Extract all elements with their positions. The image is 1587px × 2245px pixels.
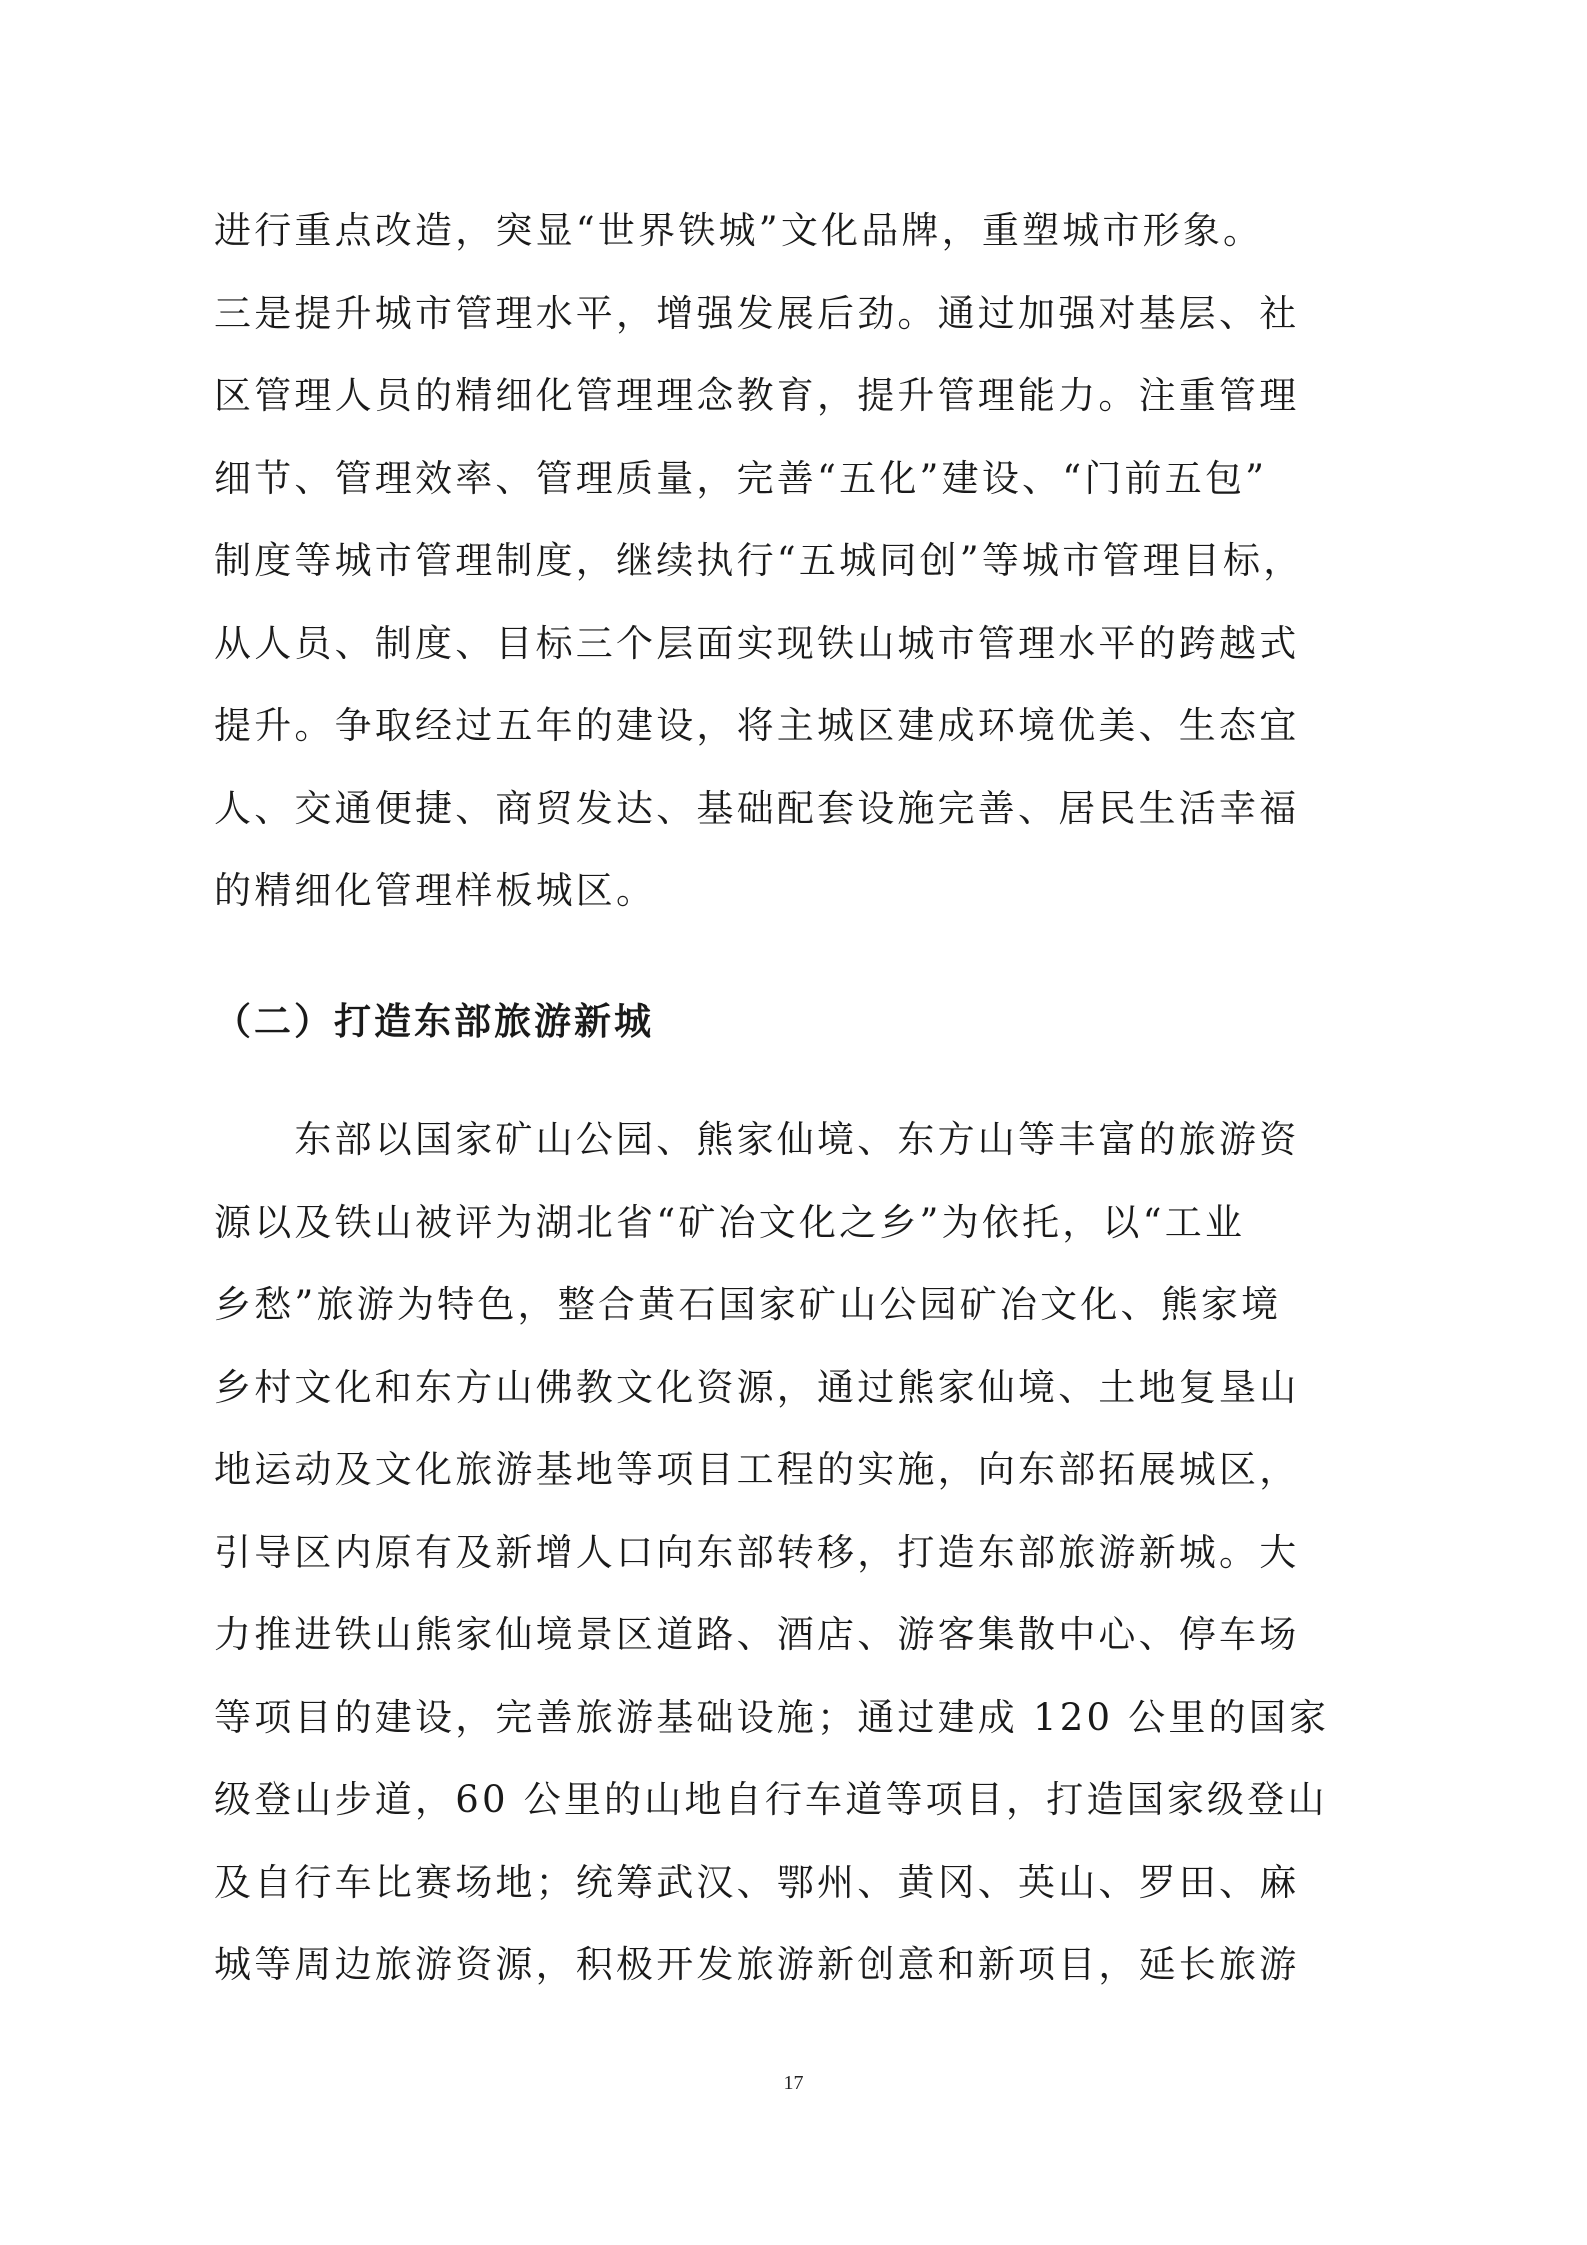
text-line: 人、交通便捷、商贸发达、基础配套设施完善、居民生活幸福 [214, 786, 1300, 830]
text-line: 城等周边旅游资源，积极开发旅游新创意和新项目，延长旅游 [214, 1943, 1300, 1986]
text-line: 级登山步道，60 公里的山地自行车道等项目，打造国家级登山 [214, 1778, 1328, 1821]
text-line: 东部以国家矿山公园、熊家仙境、东方山等丰富的旅游资 [214, 1118, 1300, 1161]
text-line: 乡愁”旅游为特色，整合黄石国家矿山公园矿冶文化、熊家境 [214, 1283, 1282, 1326]
text-line: 细节、管理效率、管理质量，完善“五化”建设、“门前五包” [214, 456, 1268, 500]
text-line: 区管理人员的精细化管理理念教育，提升管理能力。注重管理 [214, 374, 1300, 417]
text-line: 引导区内原有及新增人口向东部转移，打造东部旅游新城。大 [214, 1530, 1300, 1574]
page-number: 17 [783, 2072, 804, 2094]
text-line: 及自行车比赛场地；统筹武汉、鄂州、黄冈、英山、罗田、麻 [214, 1860, 1300, 1904]
text-line: 制度等城市管理制度，继续执行“五城同创”等城市管理目标， [214, 539, 1304, 582]
section-heading: （二）打造东部旅游新城 [214, 999, 654, 1043]
text-line: 三是提升城市管理水平，增强发展后劲。通过加强对基层、社 [214, 291, 1300, 335]
text-line: 的精细化管理样板城区。 [214, 869, 657, 912]
text-line: 地运动及文化旅游基地等项目工程的实施，向东部拓展城区， [214, 1448, 1300, 1491]
text-line: 等项目的建设，完善旅游基础设施；通过建成 120 公里的国家 [214, 1695, 1330, 1739]
paragraph-east-tourism [214, 1099, 1379, 2007]
paragraph-city-management [214, 190, 1379, 933]
text-line: 从人员、制度、目标三个层面实现铁山城市管理水平的跨越式 [214, 621, 1300, 665]
text-line: 提升。争取经过五年的建设，将主城区建成环境优美、生态宜 [214, 704, 1300, 747]
text-line: 力推进铁山熊家仙境景区道路、酒店、游客集散中心、停车场 [214, 1613, 1300, 1656]
text-line: 源以及铁山被评为湖北省“矿冶文化之乡”为依托，以“工业 [214, 1200, 1246, 1244]
text-line: 乡村文化和东方山佛教文化资源，通过熊家仙境、土地复垦山 [214, 1365, 1300, 1409]
text-line: 进行重点改造，突显“世界铁城”文化品牌，重塑城市形象。 [214, 209, 1264, 252]
